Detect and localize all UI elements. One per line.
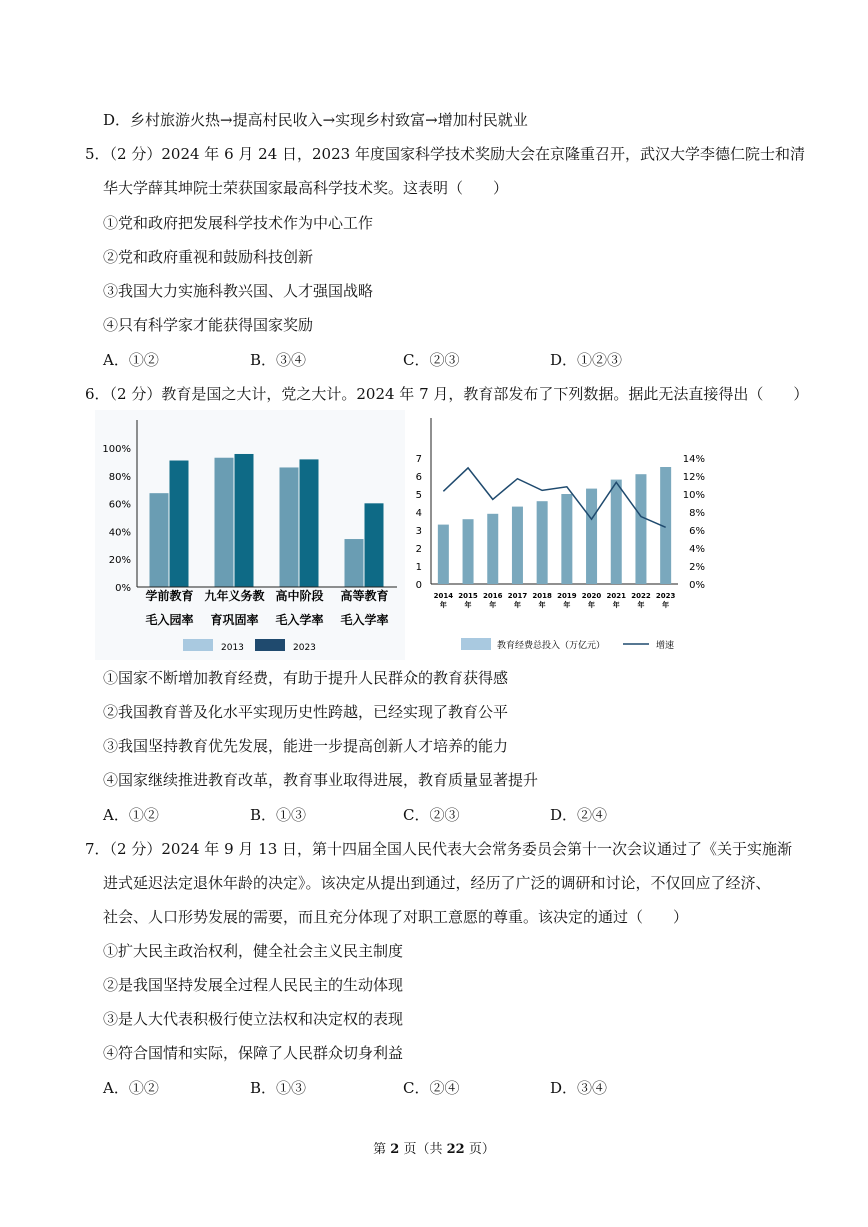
right-axis-tick: 6% xyxy=(689,526,705,537)
right-axis-tick: 2% xyxy=(689,562,705,573)
right-axis-tick: 10% xyxy=(682,490,705,501)
bar-2023 xyxy=(365,503,384,587)
y-tick-label: 20% xyxy=(108,555,131,567)
funding-bar xyxy=(487,514,498,584)
footer-page-number: 2 xyxy=(390,1142,400,1157)
category-label: 毛入学率 xyxy=(275,613,324,627)
q5-stem-line2: 华大学薛其坤院士荣获国家最高科学技术奖。这表明（ ） xyxy=(103,179,509,197)
right-axis-tick: 12% xyxy=(682,472,705,483)
q7-option-d[interactable]: D．③④ xyxy=(550,1079,608,1097)
y-tick-label: 60% xyxy=(108,499,131,511)
year-tick-label: 2019 xyxy=(557,592,577,600)
category-label: 毛入学率 xyxy=(340,613,389,627)
year-suffix-label: 年 xyxy=(588,601,596,609)
q6-option-a[interactable]: A．①② xyxy=(103,806,159,824)
category-label: 学前教育 xyxy=(145,589,194,603)
year-suffix-label: 年 xyxy=(612,601,620,609)
q5-option-c[interactable]: C．②③ xyxy=(403,351,460,369)
q5-item-3: ③我国大力实施科教兴国、人才强国战略 xyxy=(103,282,374,300)
q5-item-4: ④只有科学家才能获得国家奖励 xyxy=(103,316,314,334)
q5-item-2: ②党和政府重视和鼓励科技创新 xyxy=(103,248,314,266)
q7-item-4: ④符合国情和实际，保障了人民群众切身利益 xyxy=(103,1044,404,1062)
legend-label-funding: 教育经费总投入（万亿元） xyxy=(497,641,606,651)
funding-bar xyxy=(537,501,548,584)
funding-bar xyxy=(438,525,449,584)
bar-2013 xyxy=(150,493,169,587)
year-tick-label: 2023 xyxy=(655,592,676,600)
q7-item-2: ②是我国坚持发展全过程人民民主的生动体现 xyxy=(103,976,404,994)
q7-stem-line3: 社会、人口形势发展的需要，而且充分体现了对职工意愿的尊重。该决定的通过（ ） xyxy=(103,908,689,926)
q5-option-a[interactable]: A．①② xyxy=(103,351,159,369)
funding-bar xyxy=(586,489,597,584)
education-funding-chart xyxy=(405,410,715,660)
q7-stem-line1: 7．（2 分）2024 年 9 月 13 日，第十四届全国人民代表大会常务委员会第十一次会议通过了《关于实施渐 xyxy=(85,840,793,858)
year-suffix-label: 年 xyxy=(489,601,497,609)
q6-item-4: ④国家继续推进教育改革，教育事业取得进展，教育质量显著提升 xyxy=(103,771,539,789)
year-suffix-label: 年 xyxy=(662,601,670,609)
legend-swatch-funding xyxy=(461,638,491,650)
footer-middle: 页（共 xyxy=(399,1142,447,1157)
q5-option-d[interactable]: D．①②③ xyxy=(550,351,623,369)
category-label: 毛入园率 xyxy=(145,613,194,627)
bar-2013 xyxy=(280,467,299,587)
q4-option-d: D．乡村旅游火热→提高村民收入→实现乡村致富→增加村民就业 xyxy=(103,111,528,129)
y-tick-label: 100% xyxy=(102,444,131,455)
bar-2023 xyxy=(235,454,254,587)
right-axis-tick: 14% xyxy=(682,454,705,465)
q5-option-b[interactable]: B．③④ xyxy=(250,351,307,369)
q7-item-1: ①扩大民主政治权利，健全社会主义民主制度 xyxy=(103,942,404,960)
bar-2013 xyxy=(215,458,234,587)
left-axis-tick: 7 xyxy=(415,454,422,465)
legend-label-growth: 增速 xyxy=(656,641,675,651)
y-tick-label: 40% xyxy=(108,527,131,539)
q5-item-1: ①党和政府把发展科学技术作为中心工作 xyxy=(103,214,374,232)
q6-item-3: ③我国坚持教育优先发展，能进一步提高创新人才培养的能力 xyxy=(103,737,509,755)
bar-2023 xyxy=(170,461,189,587)
footer-prefix: 第 xyxy=(373,1142,391,1157)
funding-bar xyxy=(561,494,572,584)
year-suffix-label: 年 xyxy=(513,601,521,609)
footer-suffix: 页） xyxy=(464,1142,495,1157)
left-axis-tick: 5 xyxy=(415,490,422,501)
left-axis-tick: 2 xyxy=(415,544,422,555)
q7-item-3: ③是人大代表积极行使立法权和决定权的表现 xyxy=(103,1010,404,1028)
year-suffix-label: 年 xyxy=(538,601,546,609)
q7-option-a[interactable]: A．①② xyxy=(103,1079,159,1097)
left-axis-tick: 3 xyxy=(415,526,422,537)
funding-bar xyxy=(463,519,474,584)
y-tick-label: 0% xyxy=(115,583,131,594)
y-tick-label: 80% xyxy=(108,471,131,483)
year-suffix-label: 年 xyxy=(563,601,571,609)
legend-swatch-2013 xyxy=(183,639,213,651)
year-tick-label: 2014 xyxy=(433,592,454,600)
category-label: 高中阶段 xyxy=(275,589,324,603)
year-tick-label: 2022 xyxy=(631,592,651,600)
page-footer xyxy=(0,1138,868,1157)
legend-label-2023: 2023 xyxy=(293,643,316,653)
q6-option-d[interactable]: D．②④ xyxy=(550,806,608,824)
q6-item-2: ②我国教育普及化水平实现历史性跨越，已经实现了教育公平 xyxy=(103,703,509,721)
year-tick-label: 2016 xyxy=(483,592,503,600)
q6-stem: 6．（2 分）教育是国之大计，党之大计。2024 年 7 月，教育部发布了下列数据。据此无法直接得出（ ） xyxy=(85,385,809,403)
legend-label-2013: 2013 xyxy=(221,643,244,653)
bar-2023 xyxy=(300,459,319,587)
right-axis-tick: 0% xyxy=(689,580,705,591)
left-axis-tick: 4 xyxy=(415,508,422,519)
year-tick-label: 2021 xyxy=(606,592,626,600)
category-label: 九年义务教 xyxy=(204,589,265,603)
year-suffix-label: 年 xyxy=(439,601,447,609)
right-axis-tick: 8% xyxy=(689,508,705,519)
right-axis-tick: 4% xyxy=(689,544,705,555)
category-label: 育巩固率 xyxy=(210,613,259,627)
q6-option-b[interactable]: B．①③ xyxy=(250,806,307,824)
left-axis-tick: 0 xyxy=(415,580,422,591)
q5-stem-line1: 5．（2 分）2024 年 6 月 24 日，2023 年度国家科学技术奖励大会在京隆重召开，武汉大学李德仁院士和清 xyxy=(85,145,805,163)
year-tick-label: 2020 xyxy=(581,592,602,600)
year-suffix-label: 年 xyxy=(637,601,645,609)
category-label: 高等教育 xyxy=(340,589,389,603)
legend-swatch-2023 xyxy=(255,639,285,651)
left-axis-tick: 6 xyxy=(415,472,422,483)
year-tick-label: 2017 xyxy=(507,592,528,600)
year-suffix-label: 年 xyxy=(464,601,472,609)
q6-option-c[interactable]: C．②③ xyxy=(403,806,460,824)
funding-bar xyxy=(635,474,646,584)
q7-option-c[interactable]: C．②④ xyxy=(403,1079,460,1097)
enrollment-rate-chart xyxy=(95,410,415,660)
q7-stem-line2: 进式延迟法定退休年龄的决定》。该决定从提出到通过，经历了广泛的调研和讨论，不仅回应了经济、 xyxy=(103,874,771,892)
bar-2013 xyxy=(345,539,364,587)
q7-option-b[interactable]: B．①③ xyxy=(250,1079,307,1097)
funding-bar xyxy=(512,507,523,584)
year-tick-label: 2015 xyxy=(458,592,478,600)
funding-bar xyxy=(611,480,622,584)
left-axis-tick: 1 xyxy=(415,562,422,573)
q6-item-1: ①国家不断增加教育经费，有助于提升人民群众的教育获得感 xyxy=(103,669,509,687)
footer-total-pages: 22 xyxy=(446,1142,465,1157)
year-tick-label: 2018 xyxy=(532,592,552,600)
